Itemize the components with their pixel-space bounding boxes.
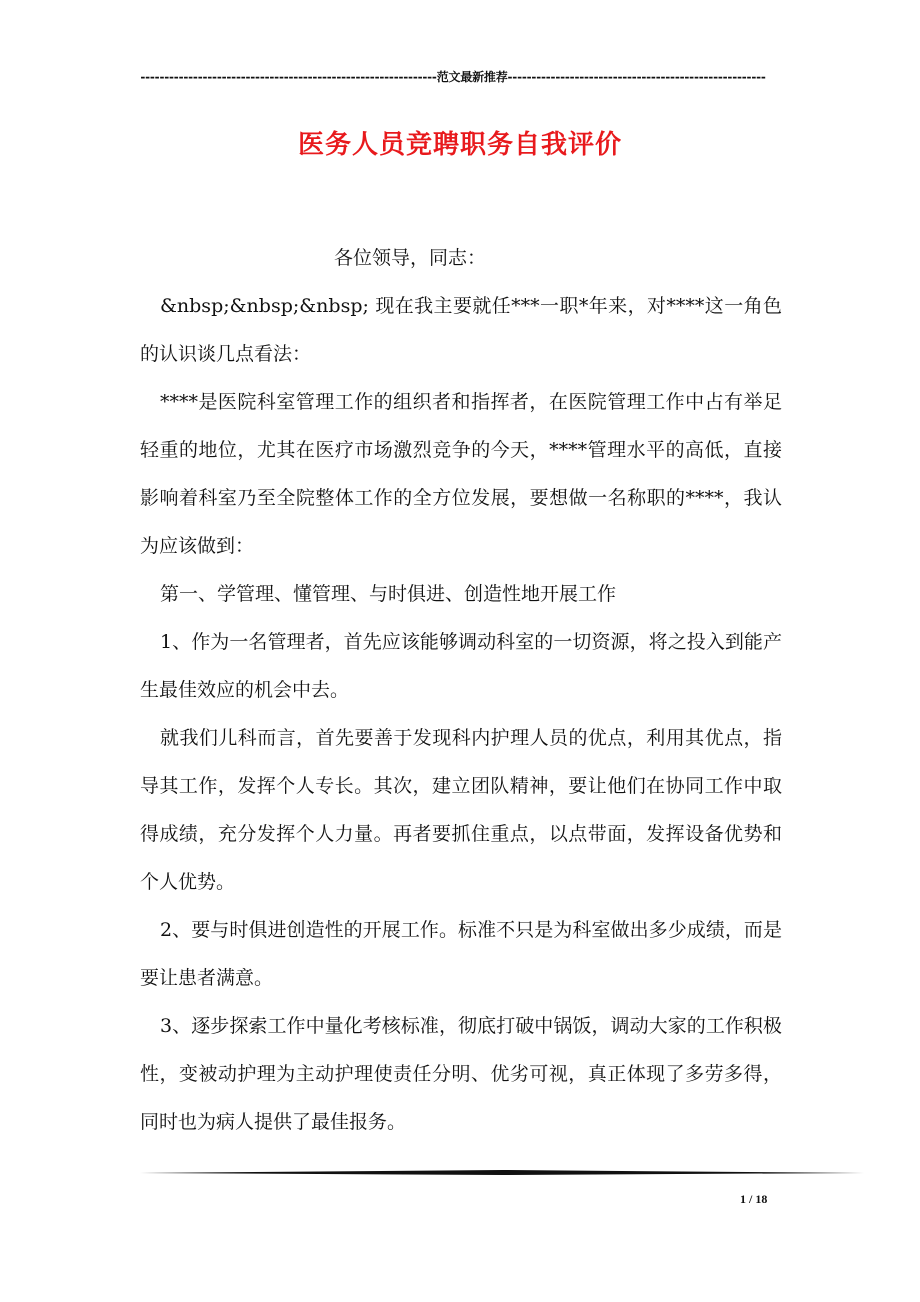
header-banner: --------------------------------------------------------------范文最新推荐------------------------------------------------------ [140, 70, 766, 84]
document-title: 医务人员竞聘职务自我评价 [297, 130, 622, 160]
point-3-paragraph: 3、逐步探索工作中量化考核标准，彻底打破中锅饭，调动大家的工作积极性，变被动护理为主动护理使责任分明、优劣可视，真正体现了多劳多得，同时也为病人提供了最佳报务。 [140, 1015, 782, 1133]
section-heading-1: 第一、学管理、懂管理、与时俱进、创造性地开展工作 [160, 583, 617, 605]
footer-divider [140, 1170, 864, 1175]
pediatrics-paragraph: 就我们儿科而言，首先要善于发现科内护理人员的优点，利用其优点，指导其工作，发挥个人专长。其次，建立团队精神，要让他们在协同工作中取得成绩，充分发挥个人力量。再者要抓住重点，以点带面，发挥设备优势和个人优势。 [140, 727, 782, 893]
role-paragraph: ****是医院科室管理工作的组织者和指挥者，在医院管理工作中占有举足轻重的地位，尤其在医疗市场激烈竞争的今天，****管理水平的高低，直接影响着科室乃至全院整体工作的全方位发展，要想做一名称职的****，我认为应该做到： [140, 391, 782, 557]
intro-paragraph: &nbsp;&nbsp;&nbsp; 现在我主要就任***一职*年来，对****这一角色的认识谈几点看法： [140, 295, 782, 365]
page-number: 1 / 18 [740, 1192, 768, 1206]
point-2-paragraph: 2、要与时俱进创造性的开展工作。标准不只是为科室做出多少成绩，而是要让患者满意。 [140, 919, 782, 989]
document-body [140, 234, 782, 1146]
point-1-paragraph: 1、作为一名管理者，首先应该能够调动科室的一切资源，将之投入到能产生最佳效应的机会中去。 [140, 631, 782, 701]
salutation-paragraph: 各位领导，同志： [334, 247, 487, 269]
